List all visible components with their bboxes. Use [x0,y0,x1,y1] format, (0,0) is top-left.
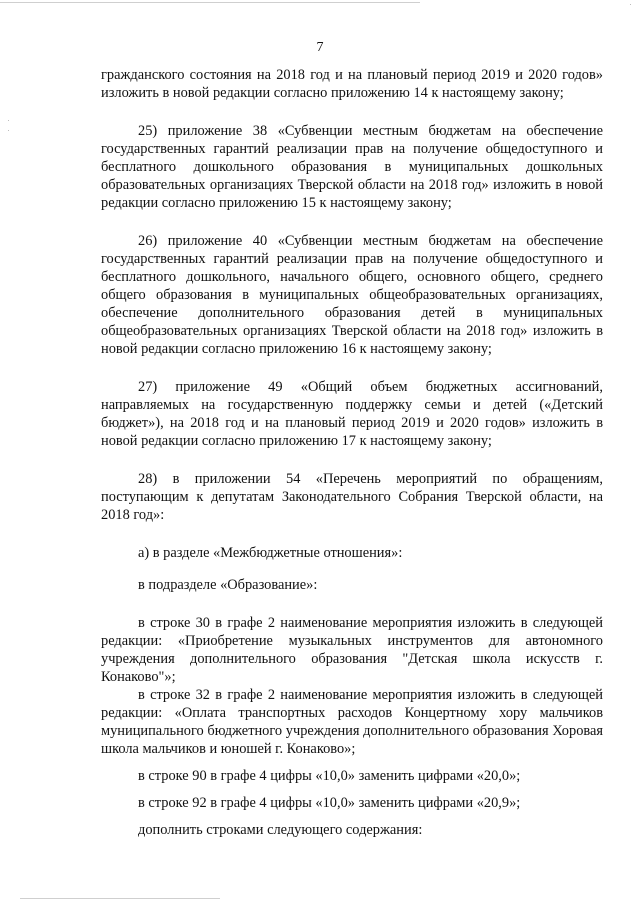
paragraph-item-25: 25) приложение 38 «Субвенции местным бюджетам на обеспечение государственных гарантий реализации прав на получение общедоступного и бесплатного дошкольного образования в муниципальных дошкольных образовательных организациях Тверской области на 2018 год» изложить в новой редакции согласно приложению 15 к настоящему закону; [101,123,603,211]
document-body [101,66,603,839]
scan-artifact-top [0,2,420,3]
scan-artifact-bottom [20,898,220,899]
paragraph-row-90: в строке 90 в графе 4 цифры «10,0» заменить цифрами «20,0»; [138,768,521,784]
paragraph-continuation: гражданского состояния на 2018 год и на плановый период 2019 и 2020 годов» изложить в новой редакции согласно приложению 14 к настоящему закону; [101,67,603,101]
paragraph-item-27: 27) приложение 49 «Общий объем бюджетных ассигнований, направляемых на государственную поддержку семьи и детей («Детский бюджет»), на 2018 год и на плановый период 2019 и 2020 годов» изложить в новой редакции согласно приложению 17 к настоящему закону; [101,379,603,449]
scan-artifact-dot [8,120,9,121]
paragraph-add-rows: дополнить строками следующего содержания: [138,822,423,838]
paragraph-subsection: в подразделе «Образование»: [138,577,318,593]
page-number: 7 [316,40,324,55]
paragraph-item-28: 28) в приложении 54 «Перечень мероприятий по обращениям, поступающим к депутатам Законодательного Собрания Тверской области, на 2018 год»: [101,471,603,523]
paragraph-subitem-a: а) в разделе «Межбюджетные отношения»: [138,545,403,561]
paragraph-row-30: в строке 30 в графе 2 наименование мероприятия изложить в следующей редакции: «Приобретение музыкальных инструментов для автономного учреждения дополнительного образования "Детская школа искусств г. Конаково"»; [101,615,603,685]
paragraph-item-26: 26) приложение 40 «Субвенции местным бюджетам на обеспечение государственных гарантий реализации прав на получение общедоступного и бесплатного дошкольного, начального общего, основного общего, среднего общего образования в муниципальных общеобразовательных организациях, обеспечение дополнительного образования детей в муниципальных общеобразовательных организациях Тверской области на 2018 год» изложить в новой редакции согласно приложению 16 к настоящему закону; [101,233,603,357]
paragraph-row-32: в строке 32 в графе 2 наименование мероприятия изложить в следующей редакции: «Оплата транспортных расходов Концертному хору мальчиков муниципального бюджетного учреждения дополнительного образования Хоровая школа мальчиков и юношей г. Конаково»; [101,687,603,757]
scan-artifact-dot [8,130,9,131]
scan-artifact-dot [630,4,631,5]
paragraph-row-92: в строке 92 в графе 4 цифры «10,0» заменить цифрами «20,9»; [138,795,521,811]
